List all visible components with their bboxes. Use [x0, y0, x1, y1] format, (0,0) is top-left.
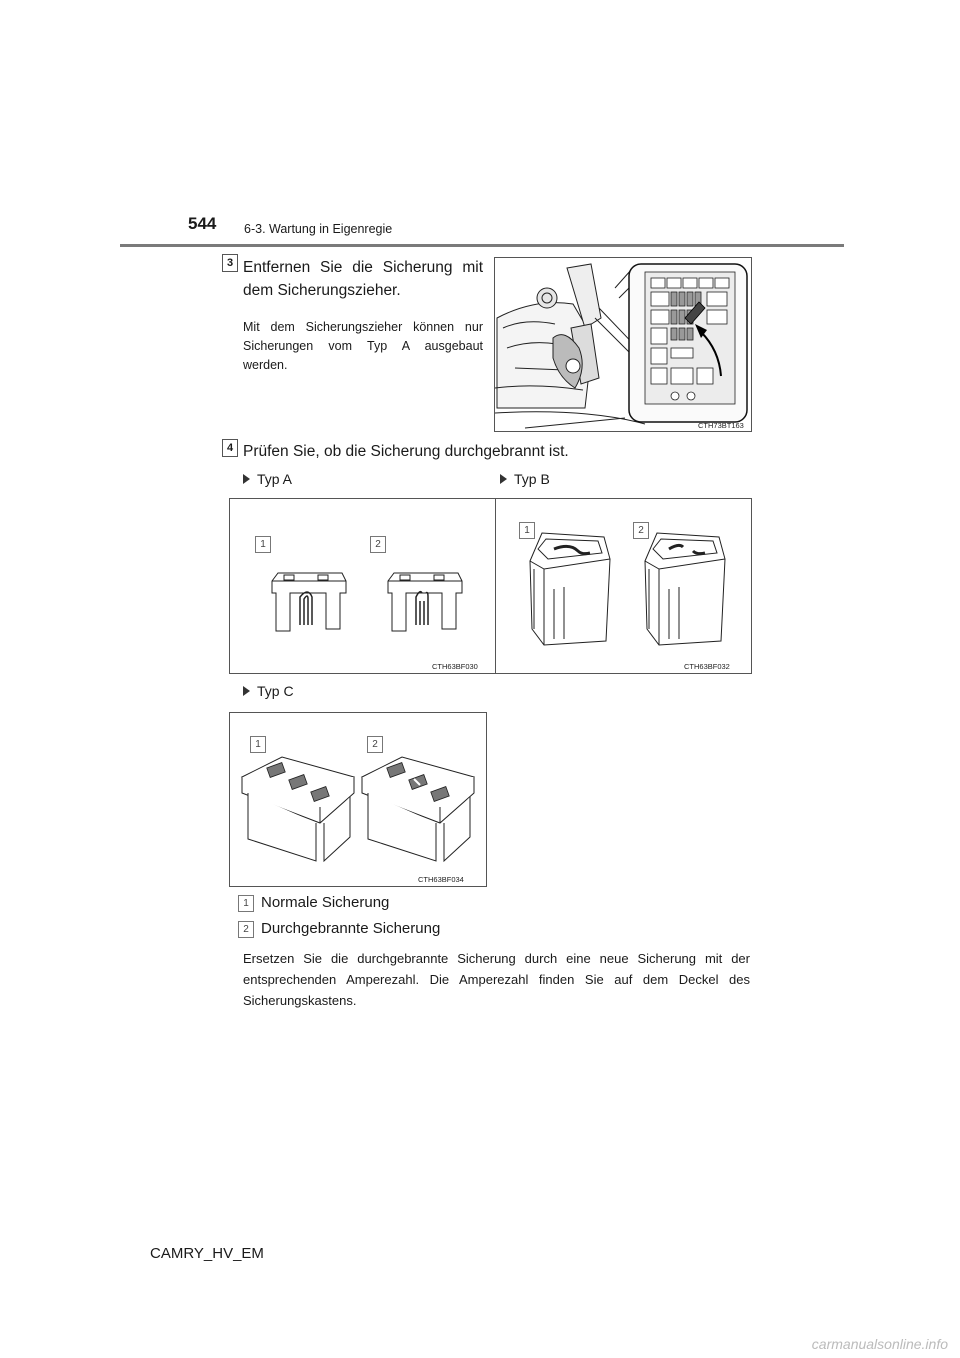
- legend-num-1: 1: [238, 895, 254, 912]
- typ-b-label: [500, 471, 550, 487]
- figure-code-typ-b: CTH63BF032: [684, 662, 730, 671]
- blade-fuse-blown: [380, 569, 470, 639]
- engine-bay-figure: [494, 257, 752, 432]
- section-title: 6-3. Wartung in Eigenregie: [244, 222, 393, 236]
- figure-code-typ-a: CTH63BF030: [432, 662, 478, 671]
- watermark: carmanualsonline.info: [811, 1336, 948, 1352]
- callout-1: 1: [250, 736, 266, 753]
- triangle-bullet-icon: [500, 474, 507, 484]
- step-3-title: Entfernen Sie die Sicherung mit dem Sicherungszieher.: [243, 259, 483, 299]
- legend-num-2: 2: [238, 921, 254, 938]
- callout-2: 2: [370, 536, 386, 553]
- callout-2: 2: [633, 522, 649, 539]
- blade-fuse-normal: [264, 569, 354, 639]
- triangle-bullet-icon: [243, 686, 250, 696]
- typ-b-text: Typ B: [514, 471, 550, 487]
- typ-a-figure: [229, 498, 498, 674]
- page-number: 544: [188, 214, 217, 233]
- callout-1: 1: [519, 522, 535, 539]
- model-code: CAMRY_HV_EM: [150, 1245, 264, 1262]
- step-3-note: Mit dem Sicherungszieher können nur Sicherungen vom Typ A ausgebaut werden.: [243, 320, 483, 372]
- typ-a-label: [243, 471, 292, 487]
- figure-code-typ-c: CTH63BF034: [418, 875, 464, 884]
- box-fuse-blown: [358, 753, 478, 863]
- callout-1: 1: [255, 536, 271, 553]
- legend-text-2: Durchgebrannte Sicherung: [261, 920, 441, 937]
- callout-2: 2: [367, 736, 383, 753]
- legend-text-1: Normale Sicherung: [261, 894, 390, 911]
- typ-a-text: Typ A: [257, 471, 293, 487]
- box-fuse-normal: [238, 753, 358, 863]
- typ-c-text: Typ C: [257, 683, 294, 699]
- step-badge-3: 3: [222, 254, 238, 272]
- triangle-bullet-icon: [243, 474, 250, 484]
- header-rule: [120, 244, 844, 247]
- replace-fuse-paragraph: Ersetzen Sie die durchgebrannte Sicherung durch eine neue Sicherung mit der entsprechenden Amperezahl. Die Amperezahl finden Sie auf dem Deckel des Sicherungskastens.: [243, 951, 750, 1008]
- fuse-puller-illustration: [495, 258, 751, 431]
- typ-c-figure: [229, 712, 487, 887]
- figure-code-engine: CTH73BT163: [698, 421, 744, 430]
- cartridge-fuse-blown: [639, 529, 729, 649]
- step-4-title: Prüfen Sie, ob die Sicherung durchgebrannt ist.: [243, 443, 569, 460]
- typ-b-figure: [495, 498, 752, 674]
- step-badge-4: 4: [222, 439, 238, 457]
- cartridge-fuse-normal: [524, 529, 614, 649]
- typ-c-label: [243, 683, 294, 699]
